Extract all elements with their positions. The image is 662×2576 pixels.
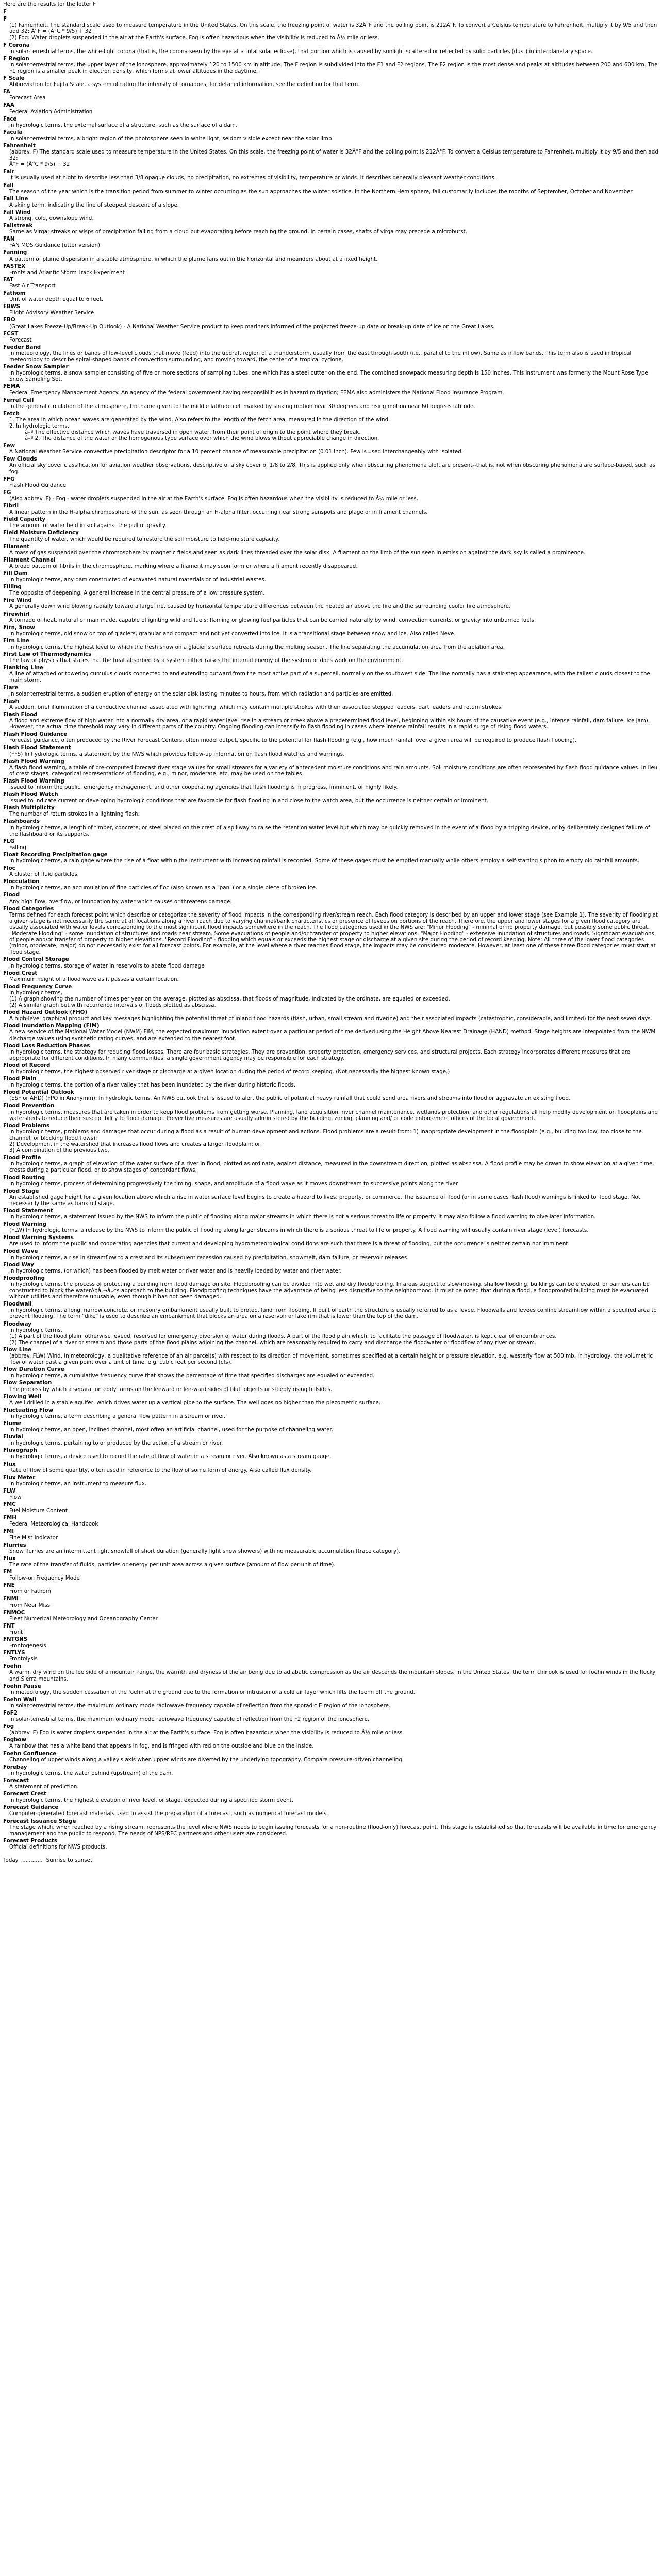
glossary-definition: In hydrologic terms, problems and damages that occur during a flood as a result of human development and actions. Flood problems are a result from: 1) Inappropriate development in the floodplain (e.g., building too low, too close to the channel, or blocking flood flows); — [9, 1128, 642, 1141]
glossary-definition: A flood and extreme flow of high water into a normally dry area, or a rapid water level rise in a stream or creek above a predetermined flood level, beginning within six hours of the causative event (e.g., intense rainfall, dam failure, ice jam). However, the actual time threshold may vary in different parts of the country. Ongoing flooding can intensify to flash flooding in cases where intense rainfall results in a rapid surge of rising flood waters. — [9, 718, 650, 731]
glossary-term: Flood Warning — [3, 1221, 47, 1228]
glossary-term: Flash Flood — [3, 711, 38, 718]
glossary-term: Flood Potential Outlook — [3, 1089, 74, 1096]
glossary-term: Fluvial — [3, 1434, 23, 1440]
glossary-definition: (2) Fog: Water droplets suspended in the air at the Earth's surface. Fog is often hazardous when the visibility is reduced to Â½ mile or less. — [9, 35, 379, 41]
glossary-definition: In hydrologic terms, a snow sampler consisting of five or more sections of sampling tubes, one which has a steel cutter on the end. The combined snowpack measuring depth is 150 inches. This instrument was formerly the Mount Rose Type Snow Sampling Set. — [9, 370, 648, 383]
glossary-term: Flood Prevention — [3, 1103, 55, 1109]
glossary-definition: A line of attached or towering cumulus clouds connected to and extending outward from the most active part of a supercell, normally on the southwest side. The line normally has a stair-step appearance, with the tallest clouds closest to the main storm. — [9, 671, 650, 684]
glossary-term: Flood Way — [3, 1261, 35, 1268]
glossary-term: Flanking Line — [3, 665, 43, 671]
glossary-definition: Any high flow, overflow, or inundation by water which causes or threatens damage. — [9, 898, 232, 905]
glossary-definition: The stage which, when reached by a rising stream, represents the level where NWS needs to begin issuing forecasts for a non-routine (flood-only) forecast point. This stage is established so that forecasts will be available in time for emergency management and the public to respond. The needs of NPS/RFC partners and other users are considered. — [9, 1824, 657, 1837]
letter-heading: F — [3, 9, 7, 15]
glossary-definition: In hydrologic terms, the highest level to which the fresh snow on a glacier's surface retreats during the melting season. The line separating the accumulation area from the ablation area. — [9, 644, 505, 650]
glossary-definition: A pattern of plume dispersion in a stable atmosphere, in which the plume fans out in the horizontal and meanders about at a fixed height. — [9, 256, 378, 262]
glossary-definition: A well drilled in a stable aquifer, which drives water up a vertical pipe to the surface. The well goes no higher than the piezometric surface. — [9, 1399, 380, 1406]
glossary-definition: Fronts and Atlantic Storm Track Experiment — [9, 269, 125, 276]
glossary-definition: 1. The area in which ocean waves are generated by the wind. Also refers to the length of the fetch area, measured in the direction of the wind. — [9, 416, 390, 423]
glossary-term: Fluctuating Flow — [3, 1406, 54, 1413]
footer-today: Today — [3, 1857, 19, 1863]
glossary-definition: 2) Development in the watershed that increases flood flows and creates a larger floodplain; or; — [9, 1141, 262, 1148]
glossary-definition: In hydrologic terms, the water behind (upstream) of the dam. — [9, 1770, 173, 1776]
glossary-term: Fall Line — [3, 195, 28, 202]
glossary-definition: (2) The channel of a river or stream and those parts of the flood plains adjoining the channel, which are reasonably required to carry and discharge the floodwater or floodflow of any river or stream. — [9, 1339, 537, 1346]
glossary-definition: A tornado of heat, natural or man made, capable of igniting wildland fuels; flaming or glowing fuel particles that can be carried naturally by wind, convection currents, or gravity into unburned fuels. — [9, 617, 536, 623]
glossary-term: Foehn — [3, 1663, 22, 1670]
glossary-term: Flux Meter — [3, 1474, 36, 1481]
glossary-definition: In hydrologic terms, a cumulative frequency curve that shows the percentage of time that specified discharges are equaled or exceeded. — [9, 1372, 375, 1379]
glossary-definition: In solar-terrestrial terms, the white-light corona (that is, the corona seen by the eye at a total solar eclipse), that portion which is caused by sunlight scattered or reflected by solid particles (dust) in interplanetary space. — [9, 48, 593, 55]
glossary-term: FEMA — [3, 383, 20, 390]
glossary-definition: (Also abbrev. F) - Fog - water droplets suspended in the air at the Earth's surface. Fog is often hazardous when the visibility is reduced to Â½ mile or less. — [9, 495, 419, 502]
glossary-definition: (1) A part of the flood plain, otherwise leveed, reserved for emergency diversion of water during floods. A part of the flood plain which, to facilitate the passage of floodwater, is kept clear of encumbrances. — [9, 1333, 557, 1340]
glossary-definition: FAN MOS Guidance (utter version) — [9, 242, 100, 249]
glossary-term: Fire Wind — [3, 597, 32, 604]
glossary-term: FASTEX — [3, 263, 26, 269]
glossary-term: FMI — [3, 1528, 14, 1535]
glossary-definition: (Great Lakes Freeze-Up/Break-Up Outlook) - A National Weather Service product to keep mariners informed of the projected freeze-up date or break-up date of ice on the Great Lakes. — [9, 323, 495, 330]
glossary-term: F — [3, 16, 7, 23]
glossary-term: Firn, Snow — [3, 624, 35, 631]
glossary-term: FNE — [3, 1582, 15, 1589]
glossary-definition: Fast Air Transport — [9, 282, 56, 289]
glossary-definition: The season of the year which is the transition period from summer to winter occurring as the sun approaches the winter solstice. In the Northern Hemisphere, fall customarily includes the months of September, October and November. — [9, 188, 634, 195]
footer-sunrise: Sunrise to sunset — [46, 1857, 93, 1863]
glossary-definition: In solar-terrestrial terms, a bright region of the photosphere seen in white light, seldom visible except near the solar limb. — [9, 135, 334, 142]
glossary-entries — [3, 16, 659, 1850]
glossary-definition: (ESF or AHD) (FPO in Anonymm): In hydrologic terms, An NWS outlook that is issued to alert the public of potential heavy rainfall that could send area rivers and streams into flood or aggravate an existing flood. — [9, 1095, 571, 1102]
glossary-definition: (1) Fahrenheit. The standard scale used to measure temperature in the United States. On this scale, the freezing point of water is 32Â°F and the boiling point is 212Â°F. To convert a Celsius temperature to Fahrenheit, multiply it by 9/5 and then add 32: Â°F = (Â°C * 9/5) + 32 — [9, 22, 657, 35]
glossary-definition: In hydrologic terms, the portion of a river valley that has been inundated by the river during historic floods. — [9, 1082, 296, 1089]
glossary-term: FoF2 — [3, 1710, 18, 1716]
glossary-definition: Federal Aviation Administration — [9, 108, 93, 115]
glossary-definition: Computer-generated forecast materials used to assist the preparation of a forecast, such as numerical forecast models. — [9, 1810, 328, 1817]
glossary-definition: A statement of prediction. — [9, 1784, 79, 1790]
glossary-definition: A strong, cold, downslope wind. — [9, 215, 94, 222]
glossary-definition: Are used to inform the public and cooperating agencies that current and developing hydrometeorological conditions are such that there is a threat of flooding, but the occurrence is neither certain nor imminent. — [9, 1241, 570, 1247]
glossary-definition: In the general circulation of the atmosphere, the name given to the middle latitude cell marked by sinking motion near 30 degrees and rising motion near 60 degrees latitude. — [9, 403, 475, 410]
glossary-term: Flood Stage — [3, 1188, 39, 1194]
glossary-definition: In hydrologic terms, an accumulation of fine particles of floc (also known as a "pan") or a single piece of broken ice. — [9, 885, 318, 891]
glossary-term: FAN — [3, 236, 15, 243]
glossary-term: Floodway — [3, 1320, 31, 1327]
glossary-term: Flash — [3, 698, 19, 704]
glossary-term: Forecast Issuance Stage — [3, 1818, 76, 1824]
glossary-term: Fibril — [3, 503, 19, 510]
glossary-definition: Official definitions for NWS products. — [9, 1843, 107, 1850]
glossary-definition: Fuel Moisture Content — [9, 1507, 68, 1514]
glossary-definition: A cluster of fluid particles. — [9, 871, 79, 878]
glossary-definition: In hydrologic terms, a statement issued by the NWS to inform the public of flooding along major streams in which there is not a serious threat to life or property. It may also follow a flood warning to give later information. — [9, 1214, 596, 1221]
glossary-term: Few Clouds — [3, 456, 37, 463]
glossary-definition: In hydrologic terms, pertaining to or produced by the action of a stream or river. — [9, 1440, 223, 1447]
glossary-definition: In hydrologic terms, a length of timber, concrete, or steel placed on the crest of a spillway to raise the retention water level but which may be quickly removed in the event of a flood by a tripping device, or by deliberately designed failure of the flashboard or its supports. — [9, 824, 650, 837]
glossary-definition: Issued to inform the public, emergency management, and other cooperating agencies that flash flooding is in progress, imminent, or highly likely. — [9, 784, 398, 790]
glossary-term: FMH — [3, 1515, 16, 1521]
glossary-definition: The quantity of water, which would be required to restore the soil moisture to field-moisture capacity. — [9, 536, 279, 543]
glossary-definition: In hydrologic terms, a term describing a general flow pattern in a stream or river. — [9, 1413, 226, 1419]
glossary-definition: From Near Miss — [9, 1602, 51, 1608]
glossary-term: FNTLYS — [3, 1650, 25, 1656]
glossary-definition: Issued to indicate current or developing hydrologic conditions that are favorable for flash flooding in and close to the watch area, but the occurrence is neither certain or imminent. — [9, 798, 488, 804]
glossary-term: Flood Control Storage — [3, 956, 69, 963]
glossary-term: Flash Flood Statement — [3, 744, 71, 751]
glossary-definition: The process by which a separation eddy forms on the leeward or lee-ward sides of bluff objects or steeply rising hillsides. — [9, 1386, 333, 1393]
glossary-term: Fog — [3, 1723, 14, 1730]
definition-list-item: â–ª The effective distance which waves have traversed in open water, from their point of origin to the point where they break. — [25, 429, 361, 435]
glossary-definition: A National Weather Service convective precipitation descriptor for a 10 percent chance of measurable precipitation (0.01 inch). Few is used interchangeably with isolated. — [9, 449, 463, 455]
glossary-definition: Forecast guidance, often produced by the River Forecast Centers, often model output, specific to the potential for flash flooding (e.g., how much rainfall over a given area will be required to produce flash flooding). — [9, 737, 577, 744]
glossary-term: Flood Warning Systems — [3, 1234, 74, 1241]
glossary-definition: (abbrev. F) The standard scale used to measure temperature in the United States. On this scale, the freezing point of water is 32Â°F and the boiling point is 212Â°F. To convert a Celsius temperature to Fahrenheit, multiply it by 9/5 and then add 32: — [9, 149, 658, 162]
glossary-term: Flood — [3, 892, 20, 899]
glossary-definition: A broad pattern of fibrils in the chromosphere, marking where a filament may soon form or where a filament recently disappeared. — [9, 563, 358, 569]
glossary-definition: In hydrologic terms, storage of water in reservoirs to abate flood damage — [9, 962, 205, 969]
glossary-definition: A skiing term, indicating the line of steepest descent of a slope. — [9, 201, 179, 208]
glossary-definition: In solar-terrestrial terms, a sudden eruption of energy on the solar disk lasting minutes to hours, from which radiation and particles are emitted. — [9, 690, 393, 697]
glossary-term: Fill Dam — [3, 570, 28, 577]
glossary-definition: The opposite of deepening. A general increase in the central pressure of a low pressure system. — [9, 590, 265, 597]
footer-dots: ............ — [22, 1857, 43, 1863]
glossary-definition: Channeling of upper winds along a valley's axis when upper winds are diverted by the underlying topography. Compare pressure-driven channeling. — [9, 1756, 404, 1763]
glossary-term: FG — [3, 489, 11, 496]
glossary-term: Flash Flood Warning — [3, 777, 64, 784]
glossary-definition: (FFS) In hydrologic terms, a statement by the NWS which provides follow-up information on flash flood watches and warnings. — [9, 751, 345, 757]
glossary-term: Firewhirl — [3, 611, 30, 617]
glossary-term: Flashboards — [3, 818, 40, 825]
glossary-definition: Snow flurries are an intermittent light snowfall of short duration (generally light snow showers) with no measurable accumulation (trace category). — [9, 1548, 401, 1554]
glossary-term: FAT — [3, 276, 14, 283]
glossary-term: Flare — [3, 684, 19, 691]
glossary-definition: Maximum height of a flood wave as it passes a certain location. — [9, 976, 179, 982]
glossary-definition: In hydrologic terms, an open, inclined channel, most often an artificial channel, used for the purpose of channeling water. — [9, 1427, 333, 1433]
glossary-definition: Â°F = (Â°C * 9/5) + 32 — [9, 161, 70, 168]
glossary-term: FFG — [3, 476, 15, 482]
glossary-term: FBWS — [3, 303, 21, 310]
glossary-term: Forebay — [3, 1764, 27, 1770]
glossary-definition: In hydrologic terms, any dam constructed of excavated natural materials or of industrial wastes. — [9, 577, 267, 583]
glossary-definition: In solar-terrestrial terms, the maximum ordinary mode radiowave frequency capable of reflection from the sporadic E region of the ionosphere. — [9, 1702, 391, 1709]
glossary-term: Forecast Guidance — [3, 1804, 59, 1811]
glossary-term: FAA — [3, 102, 14, 109]
glossary-definition: It is usually used at night to describe less than 3/8 opaque clouds, no precipitation, no extremes of visibility, temperature or winds. It describes generally pleasant weather conditions. — [9, 175, 496, 181]
glossary-term: Flood Crest — [3, 970, 38, 976]
glossary-definition: In hydrologic terms, a long, narrow concrete, or masonry embankment usually built to protect land from flooding. If built of earth the structure is usually referred to as a levee. Floodwalls and levees confine streamflow within a specified area to prevent flooding. The term "dike" is used to describe an embankment that blocks an area on a reservoir or lake rim that is lower than the top of the dam. — [9, 1307, 657, 1320]
glossary-term: F Region — [3, 55, 29, 62]
glossary-term: FCST — [3, 330, 19, 337]
glossary-definition: In hydrologic terms, — [9, 1327, 62, 1333]
definition-list-item: â–ª 2. The distance of the water or the homogenous type surface over which the wind blows without appreciable change in direction. — [25, 435, 379, 442]
glossary-definition: In hydrologic terms, a rise in streamflow to a crest and its subsequent recession caused by precipitation, snowmelt, dam failure, or reservoir releases. — [9, 1254, 409, 1261]
glossary-definition: 3) A combination of the previous two. — [9, 1147, 109, 1154]
glossary-definition: A new service of the National Water Model (NWM) FIM, the expected maximum inundation extent over a particular period of time derived using the Height Above Nearest Drainage (HAND) method. Stage heights are interpolated from the NWM discharge values using synthetic rating curves, and are extended to the nearest foot. — [9, 1029, 656, 1042]
glossary-term: Flume — [3, 1420, 22, 1427]
glossary-definition: From or Fathom — [9, 1588, 51, 1595]
glossary-term: Fetch — [3, 410, 20, 417]
glossary-term: Flood Frequency Curve — [3, 983, 72, 990]
glossary-definition: (abbrev. FLW) Wind. In meteorology, a qualitative reference of an air parcel(s) with respect to its direction of movement, sometimes specified at a certain height or pressure elevation, e.g. westerly flow at 500 mb. In hydrology, the volumetric flow of water past a given point over a unit of time, e.g. cubic feet per second (cfs). — [9, 1353, 653, 1366]
glossary-term: Firn Line — [3, 637, 29, 644]
glossary-term: Ferrel Cell — [3, 397, 34, 403]
glossary-term: Flood Categories — [3, 905, 54, 912]
glossary-definition: In hydrologic terms, — [9, 989, 62, 996]
glossary-term: Flood Profile — [3, 1155, 41, 1161]
glossary-definition: In hydrologic terms, the process of protecting a building from flood damage on site. Floodproofing can be divided into wet and dry floodproofing. In areas subject to slow-moving, shallow flooding, buildings can be elevated, or barriers can be constructed to block the waterÃ¢â‚¬â„¢s approach to the building. Floodproofing techniques have the advantage of being less disruptive to the neighborhood. It must be noted that during a flood, a floodproofed building must be evacuated without utilities and therefore unusable, even though it has not been damaged. — [9, 1281, 650, 1300]
glossary-definition: The law of physics that states that the heat absorbed by a system either raises the internal energy of the system or does work on the environment. — [9, 657, 403, 664]
glossary-term: Flocculation — [3, 878, 40, 885]
glossary-term: Floc — [3, 865, 15, 872]
glossary-term: FNMOC — [3, 1609, 25, 1616]
glossary-term: Flood Inundation Mapping (FIM) — [3, 1023, 100, 1029]
glossary-term: FA — [3, 89, 10, 95]
glossary-term: Facula — [3, 129, 23, 135]
glossary-definition: Forecast Area — [9, 95, 46, 101]
glossary-term: Flow Separation — [3, 1380, 52, 1386]
glossary-term: Flash Flood Watch — [3, 791, 58, 798]
glossary-term: Face — [3, 115, 17, 122]
glossary-term: Floodproofing — [3, 1275, 45, 1281]
page-footer — [3, 1857, 659, 1863]
glossary-term: Few — [3, 443, 15, 449]
glossary-definition: In meteorology, the lines or bands of low-level clouds that move (feed) into the updraft region of a thunderstorm, usually from the east through south (i.e., parallel to the inflow). Same as inflow bands. This term also is used in tropical meteorology to describe spiral-shaped bands of convection surrounding, and moving toward, the center of a tropical cyclone. — [9, 350, 632, 363]
glossary-term: Fall Wind — [3, 209, 31, 215]
glossary-definition: A linear pattern in the H-alpha chromosphere of the sun, as seen through an H-alpha filter, occurring near strong sunspots and plage or in filament channels. — [9, 509, 428, 516]
glossary-term: Flurries — [3, 1541, 26, 1548]
glossary-term: Field Capacity — [3, 516, 46, 523]
glossary-definition: In solar-terrestrial terms, the maximum ordinary mode radiowave frequency capable of reflection from the F2 region of the ionosphere. — [9, 1716, 370, 1723]
glossary-definition: Frontolysis — [9, 1656, 38, 1663]
glossary-term: FLG — [3, 838, 15, 844]
glossary-definition: Frontogenesis — [9, 1642, 46, 1649]
glossary-definition: Fine Mist Indicator — [9, 1534, 58, 1541]
glossary-definition: Rate of flow of some quantity, often used in reference to the flow of some form of energy. Also called flux density. — [9, 1467, 312, 1473]
glossary-term: Foehn Confluence — [3, 1750, 57, 1757]
glossary-definition: A rainbow that has a white band that appears in fog, and is fringed with red on the outside and blue on the inside. — [9, 1743, 314, 1750]
glossary-definition: 2. In hydrologic terms, — [9, 422, 69, 429]
glossary-term: Fallstreak — [3, 223, 33, 229]
glossary-term: Flash Flood Warning — [3, 758, 64, 765]
glossary-definition: Same as Virga; streaks or wisps of precipitation falling from a cloud but evaporating before reaching the ground. In certain cases, shafts of virga may precede a microburst. — [9, 229, 467, 235]
glossary-term: Forecast Products — [3, 1837, 57, 1844]
glossary-term: Flow Duration Curve — [3, 1366, 64, 1373]
glossary-definition: In hydrologic terms, measures that are taken in order to keep flood problems from getting worse. Planning, land acquisition, river channel maintenance, wetlands protection, and other regulations all help modify development on floodplains and watersheds to reduce their susceptibility to flood damage. Preventive measures are usually administered by the building, zoning, planning and/ or code enforcement offices of the local government. — [9, 1109, 658, 1122]
glossary-definition: In hydrologic terms, (or which) has been flooded by melt water or river water and is heavily loaded by water and river water. — [9, 1267, 342, 1274]
glossary-definition: A high-level graphical product and key messages highlighting the potential threat of inland flood hazards (flash, urban, small stream and riverine) and their associated impacts (catastrophic, considerable, and limited) for the next seven days. — [9, 1015, 653, 1022]
glossary-term: Fogbow — [3, 1737, 27, 1743]
glossary-term: Forecast Crest — [3, 1791, 47, 1798]
glossary-term: Filament — [3, 543, 30, 550]
glossary-term: Flow Line — [3, 1346, 32, 1353]
glossary-term: Field Moisture Deficiency — [3, 530, 79, 536]
glossary-definition: Forecast — [9, 336, 32, 343]
glossary-definition: In hydrologic terms, process of determining progressively the timing, shape, and amplitude of a flood wave as it moves downstream to successive points along the river — [9, 1180, 458, 1187]
glossary-definition: Front — [9, 1629, 23, 1635]
glossary-term: FMC — [3, 1501, 16, 1508]
glossary-definition: In hydrologic terms, the highest elevation of river level, or stage, expected during a specified storm event. — [9, 1797, 293, 1804]
glossary-definition: Follow-on Frequency Mode — [9, 1575, 80, 1582]
glossary-definition: In hydrologic terms, a rain gage where the rise of a float within the instrument with increasing rainfall is recorded. Some of these gages must be emptied manually while others employ a self-starting siphon to empty old rainfall amounts. — [9, 858, 640, 864]
glossary-term: Float Recording Precipitation gage — [3, 851, 108, 858]
glossary-term: Fanning — [3, 249, 27, 256]
glossary-definition: In hydrologic terms, old snow on top of glaciers, granular and compact and not yet converted into ice. It is a transitional stage between snow and ice. Also called Neve. — [9, 630, 456, 637]
glossary-term: Foehn Pause — [3, 1683, 41, 1689]
glossary-definition: In solar-terrestrial terms, the upper layer of the ionosphere, approximately 120 to 1500 km in altitude. The F region is subdivided into the F1 and F2 regions. The F2 region is the most dense and peaks at altitudes between 200 and 600 km. The F1 region is a smaller peak in electron density, which forms at lower altitudes in the daytime. — [9, 61, 658, 74]
glossary-term: Fall — [3, 182, 14, 189]
glossary-definition: The rate of the transfer of fluids, particles or energy per unit area across a given surface (amount of flow per unit of time). — [9, 1561, 336, 1568]
glossary-term: Foehn Wall — [3, 1696, 36, 1703]
glossary-definition: An official sky cover classification for aviation weather observations, descriptive of a sky cover of 1/8 to 2/8. This is applied only when obscuring phenomena aloft are present--that is, not when obscuring phenomena are surface-based, such as fog. — [9, 462, 655, 475]
glossary-definition: Abbreviation for Fujita Scale, a system of rating the intensity of tornadoes; for detailed information, see the definition for that term. — [9, 81, 360, 88]
glossary-term: Flood Statement — [3, 1207, 53, 1214]
glossary-term: Flood Routing — [3, 1174, 45, 1181]
glossary-term: FNTGNS — [3, 1636, 28, 1642]
glossary-definition: Federal Emergency Management Agency. An agency of the federal government having responsibilities in hazard mitigation; FEMA also administers the National Flood Insurance Program. — [9, 389, 504, 396]
glossary-definition: A mass of gas suspended over the chromosphere by magnetic fields and seen as dark lines threaded over the solar disk. A filament on the limb of the sun seen in emission against the dark sky is called a prominence. — [9, 549, 586, 556]
glossary-term: FNT — [3, 1622, 15, 1629]
glossary-term: Fluvograph — [3, 1447, 37, 1454]
glossary-term: Feeder Band — [3, 344, 41, 350]
glossary-term: FNMI — [3, 1596, 19, 1602]
glossary-term: Flood Plain — [3, 1076, 37, 1082]
glossary-term: First Law of Thermodynamics — [3, 651, 92, 658]
glossary-definition: (2) A similar graph but with recurrence intervals of floods plotted as abscissa. — [9, 1002, 216, 1009]
glossary-definition: Unit of water depth equal to 6 feet. — [9, 296, 104, 303]
glossary-definition: In hydrologic terms, a graph of elevation of the water surface of a river in flood, plotted as ordinate, against distance, measured in the downstream direction, plotted as abscissa. A flood profile may be drawn to show elevation at a given time, crests during a particular flood, or to show stages of concordant flows. — [9, 1161, 654, 1174]
glossary-definition: Federal Meteorological Handbook — [9, 1521, 98, 1528]
glossary-term: Fair — [3, 168, 14, 175]
results-intro: Here are the results for the letter F — [3, 1, 96, 7]
glossary-definition: In hydrologic terms, the strategy for reducing flood losses. There are four basic strategies. They are prevention, property protection, emergency services, and structural projects. Each strategy incorporates different measures that are appropriate for different conditions. In many communities, a single government agency may be responsible for each strategy. — [9, 1048, 631, 1061]
glossary-term: Filament Channel — [3, 556, 56, 563]
glossary-term: Flux — [3, 1461, 16, 1467]
glossary-term: FM — [3, 1569, 12, 1575]
glossary-term: Flash Multiplicity — [3, 805, 55, 811]
glossary-definition: In hydrologic terms, the highest observed river stage or discharge at a given location during the period of record keeping. (Not necessarily the highest known stage.) — [9, 1069, 450, 1075]
glossary-definition: Falling — [9, 844, 26, 851]
glossary-term: Flood Hazard Outlook (FHO) — [3, 1009, 88, 1016]
glossary-definition: Fleet Numerical Meteorology and Oceanography Center — [9, 1615, 158, 1622]
glossary-definition: The amount of water held in soil against the pull of gravity. — [9, 522, 167, 529]
glossary-definition: In hydrologic terms, a device used to record the rate of flow of water in a stream or river. Also known as a stream gauge. — [9, 1453, 332, 1460]
glossary-term: Floodwall — [3, 1301, 32, 1308]
glossary-definition: A generally down wind blowing radially toward a large fire, caused by horizontal temperature differences between the heated air above the fire and the surrounding cooler fire atmosphere. — [9, 603, 511, 610]
glossary-definition: (1) A graph showing the number of times per year on the average, plotted as abscissa, that floods of magnitude, indicated by the ordinate, are equaled or exceeded. — [9, 995, 450, 1002]
glossary-definition: (abbrev. F) Fog is water droplets suspended in the air at the Earth's surface. Fog is often hazardous when the visibility is reduced to Â½ mile or less. — [9, 1730, 404, 1736]
glossary-term: FBO — [3, 317, 15, 324]
glossary-definition: Flash Flood Guidance — [9, 482, 67, 488]
glossary-definition: A sudden, brief illumination of a conductive channel associated with lightning, which may contain multiple strokes with their associated stepped leaders, dart leaders and return strokes. — [9, 704, 503, 710]
glossary-definition: In hydrologic terms, an instrument to measure flux. — [9, 1480, 147, 1487]
glossary-term: Forecast — [3, 1777, 29, 1784]
glossary-term: FLW — [3, 1487, 16, 1494]
glossary-term: Fathom — [3, 290, 26, 297]
glossary-definition: (FLW) In hydrologic terms, a release by the NWS to inform the public of flooding along larger streams in which there is a serious threat to life or property. A flood warning will usually contain river stage (level) forecasts. — [9, 1227, 589, 1234]
glossary-definition: In hydrologic terms, the external surface of a structure, such as the surface of a dam. — [9, 122, 238, 128]
glossary-term: Flood of Record — [3, 1062, 51, 1069]
glossary-term: Flux — [3, 1555, 16, 1562]
glossary-definition: Terms defined for each forecast point which describe or categorize the severity of flood impacts in the corresponding river/stream reach. Each flood category is described by an upper and lower stage (see Example 1). The severity of flooding at a given stage is not necessarily the same at all locations along a river reach due to varying channel/bank characteristics or presence of levees on portions of the reach. Therefore, the upper and lower stages for a given flood category are usually associated with water levels corresponding to the most significant flood impacts somewhere in the reach. The flood categories used in the NWS are: "Minor Flooding" - minimal or no property damage, but possibly some public threat. "Moderate Flooding" - some inundation of structures and roads near stream. Some evacuations of people and/or transfer of property to higher elevations. "Major Flooding" - extensive inundation of structures and roads. Significant evacuations of people and/or transfer of property to higher elevations. "Record Flooding" - flooding which equals or exceeds the highest stage or discharge at a given site during the period of record keeping. Note: All three of the lower flood categories (minor, moderate, major) do not necessarily exist for all forecast points. For example, at the level where a river reaches flood stage, the impacts may be considered moderate. However, at least one of these three flood categories must start at flood stage. — [9, 911, 658, 956]
glossary-term: Flood Wave — [3, 1248, 38, 1255]
glossary-definition: The number of return strokes in a lightning flash. — [9, 811, 140, 818]
glossary-term: Flood Loss Reduction Phases — [3, 1042, 90, 1049]
glossary-term: Filling — [3, 584, 22, 590]
glossary-term: F Scale — [3, 75, 25, 82]
glossary-term: Flash Flood Guidance — [3, 731, 68, 738]
glossary-term: F Corona — [3, 42, 30, 48]
definition-list — [25, 429, 659, 442]
glossary-definition: Flow — [9, 1494, 22, 1500]
glossary-term: Feeder Snow Sampler — [3, 364, 69, 370]
glossary-definition: Flight Advisory Weather Service — [9, 310, 94, 316]
glossary-term: Flood Problems — [3, 1122, 50, 1129]
glossary-definition: A flash flood warning, a table of pre-computed forecast river stage values for small streams for a variety of antecedent moisture conditions and rain amounts. Soil moisture conditions are often represented by flash flood guidance values. In lieu of crest stages, categorical representations of flooding, e.g., minor, moderate, etc. may be used on the tables. — [9, 764, 658, 777]
glossary-term: Fahrenheit — [3, 142, 36, 149]
glossary-definition: A warm, dry wind on the lee side of a mountain range, the warmth and dryness of the air being due to adiabatic compression as the air descends the mountain slopes. In the United States, the term chinook is used for foehn winds in the Rocky and Sierra mountains. — [9, 1669, 656, 1682]
glossary-definition: An established gage height for a given location above which a rise in water surface level begins to create a hazard to lives, property, or commerce. The issuance of flood (or in some cases flash flood) warnings is linked to flood stage. Not necessarily the same as bankfull stage. — [9, 1194, 640, 1207]
glossary-term: Flowing Well — [3, 1393, 41, 1400]
glossary-definition: In meteorology, the sudden cessation of the foehn at the ground due to the formation or intrusion of a cold air layer which lifts the foehn off the ground. — [9, 1689, 415, 1696]
